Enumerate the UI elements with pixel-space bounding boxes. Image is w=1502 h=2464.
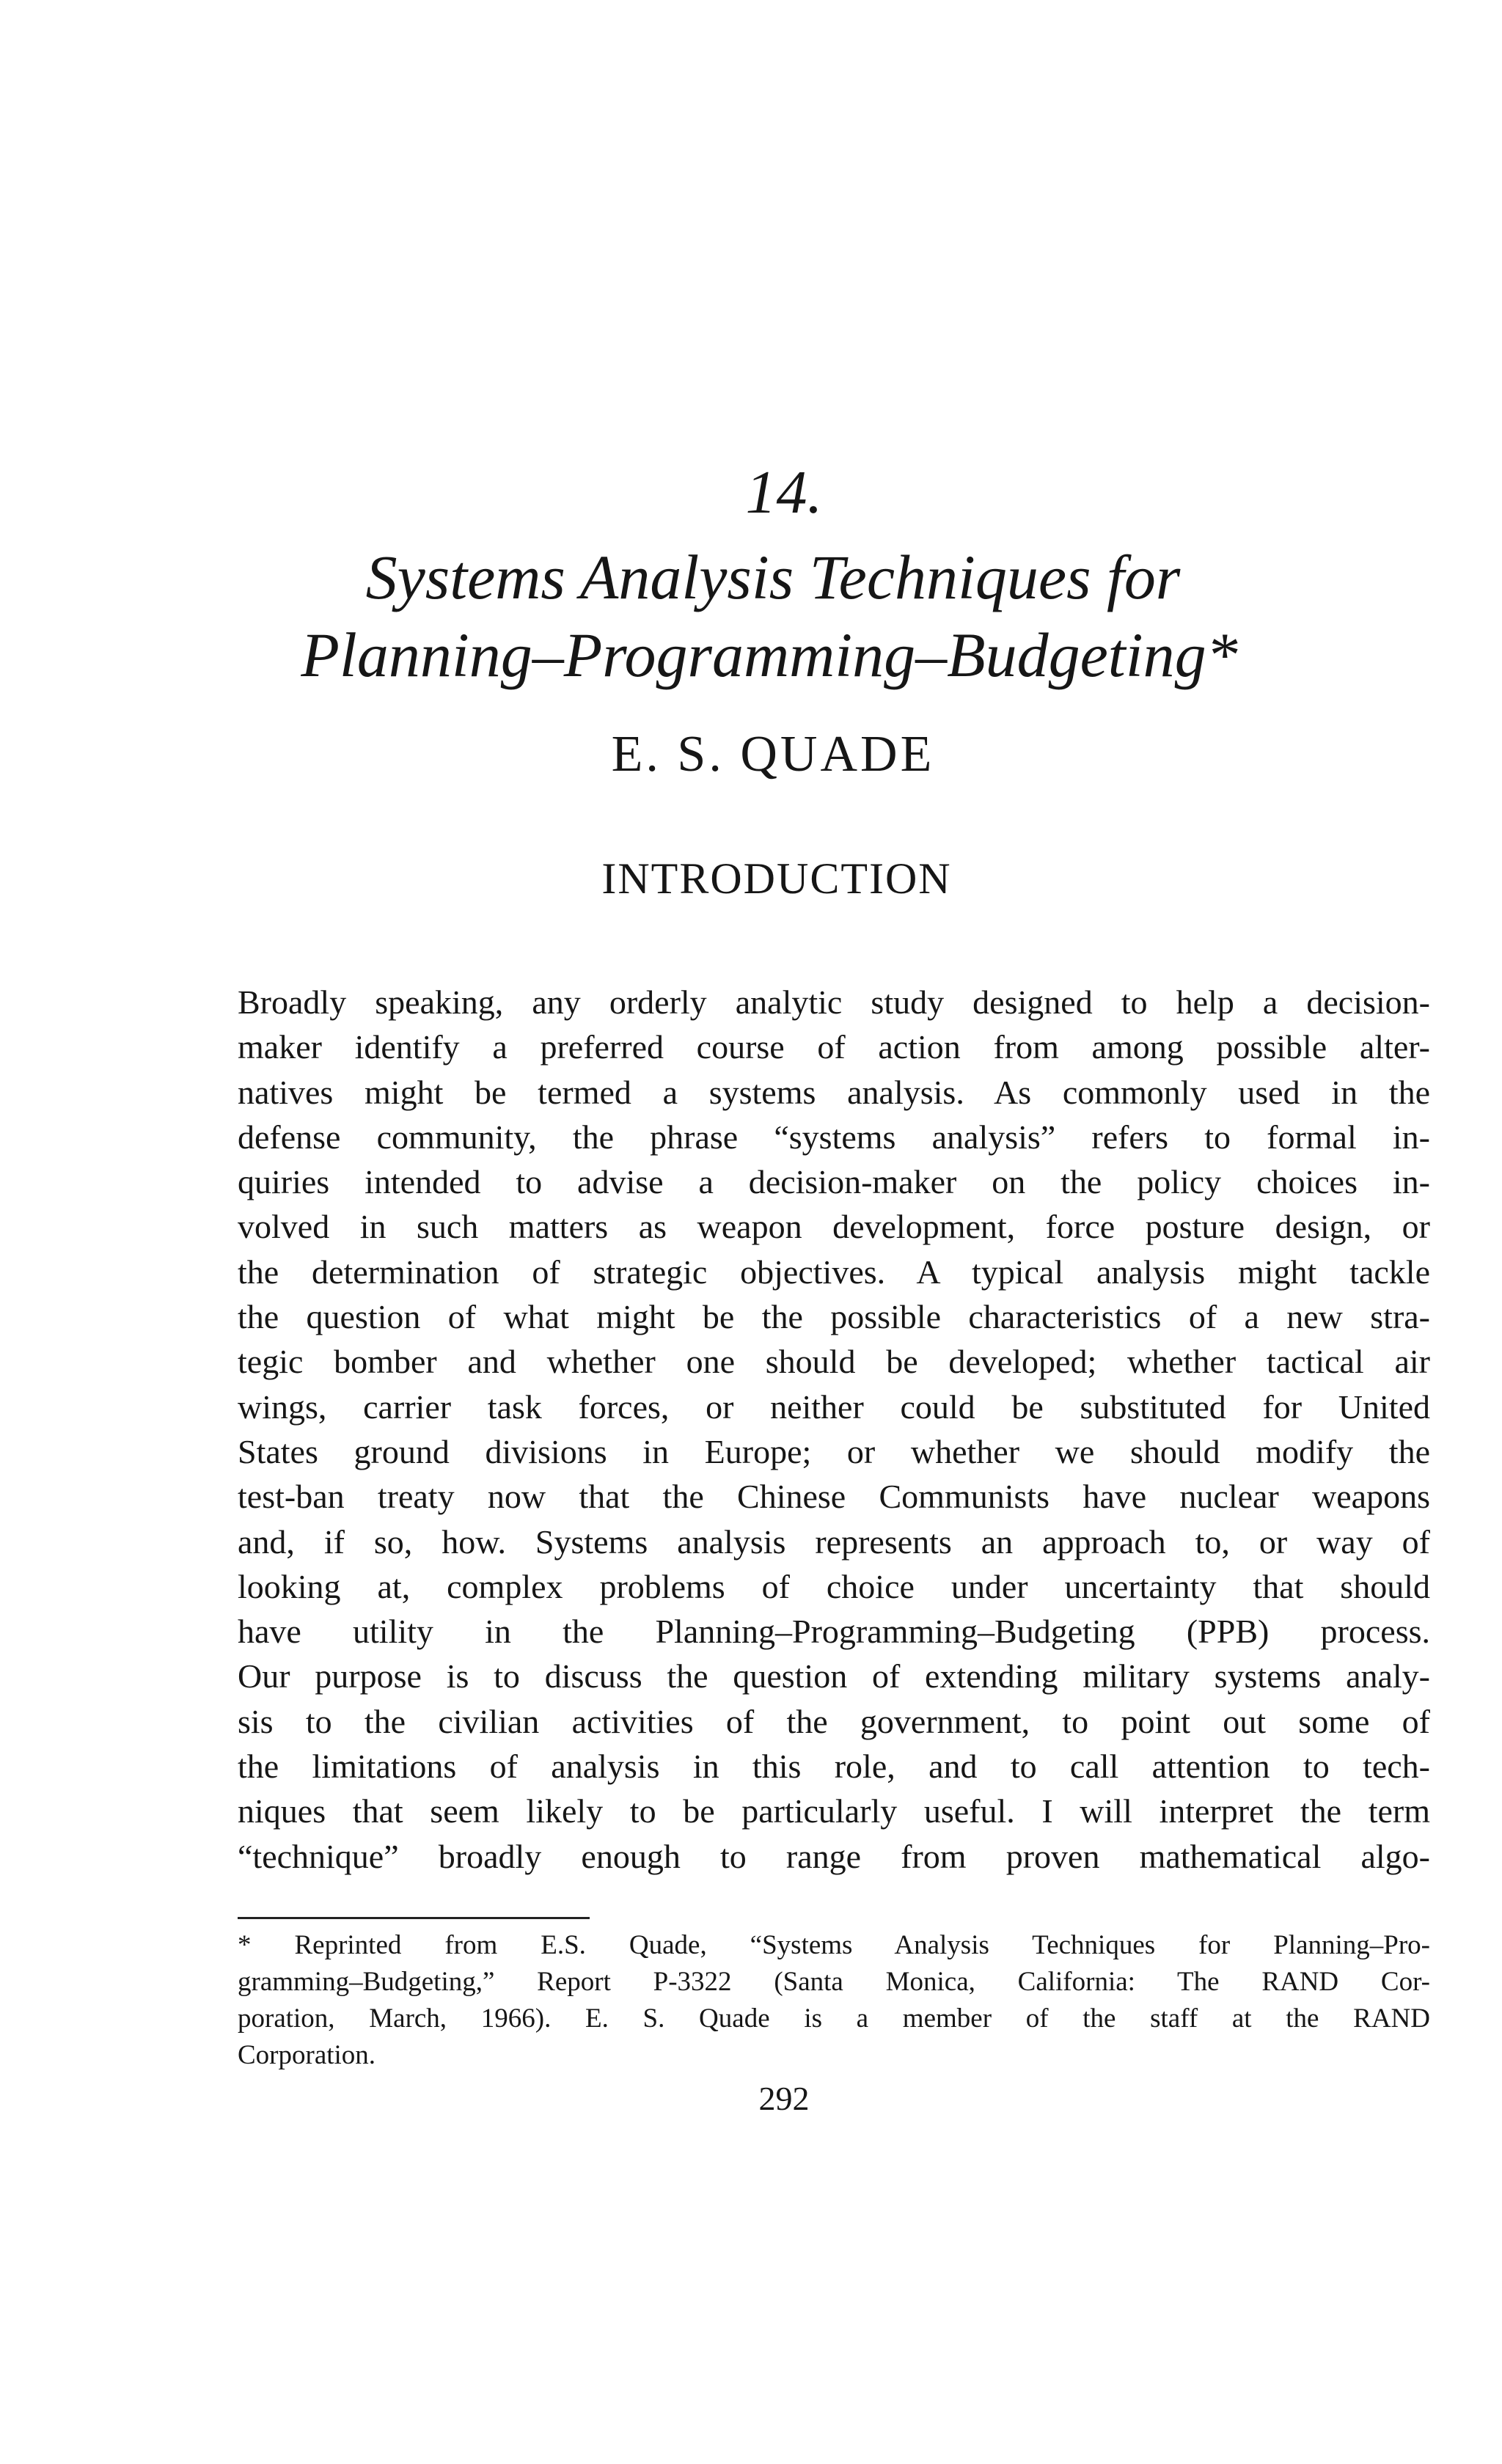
body-line: niques that seem likely to be particularly useful. I will interpret the term bbox=[238, 1792, 1430, 1830]
chapter-number: 14. bbox=[745, 458, 823, 527]
body-line: defense community, the phrase “systems analysis” refers to formal in- bbox=[238, 1118, 1430, 1156]
body-line: quiries intended to advise a decision-maker on the policy choices in- bbox=[238, 1163, 1430, 1201]
author-name: E. S. QUADE bbox=[611, 726, 935, 782]
page-number: 292 bbox=[758, 2080, 810, 2117]
footnote-line: gramming–Budgeting,” Report P-3322 (Santa Monica, California: The RAND Cor- bbox=[238, 1967, 1430, 1997]
body-line: sis to the civilian activities of the government, to point out some of bbox=[238, 1702, 1430, 1740]
body-line: test-ban treaty now that the Chinese Communists have nuclear weapons bbox=[238, 1478, 1430, 1516]
body-line: Our purpose is to discuss the question of extending military systems analy- bbox=[238, 1657, 1430, 1695]
footnote-line: Corporation. bbox=[238, 2040, 376, 2070]
footnote bbox=[238, 1927, 1430, 2074]
body-line: States ground divisions in Europe; or whether we should modify the bbox=[238, 1432, 1430, 1470]
chapter-title-line-2: Planning–Programming–Budgeting* bbox=[301, 620, 1238, 690]
chapter-title-line-1: Systems Analysis Techniques for bbox=[365, 542, 1181, 612]
body-line: “technique” broadly enough to range from proven mathematical algo- bbox=[238, 1837, 1430, 1875]
body-line: and, if so, how. Systems analysis represents an approach to, or way of bbox=[238, 1522, 1430, 1561]
body-line: Broadly speaking, any orderly analytic study designed to help a decision- bbox=[238, 983, 1430, 1021]
footnote-divider bbox=[238, 1917, 590, 1919]
section-heading: INTRODUCTION bbox=[601, 854, 952, 903]
body-line: have utility in the Planning–Programming–Budgeting (PPB) process. bbox=[238, 1613, 1430, 1651]
footnote-line: * Reprinted from E.S. Quade, “Systems Analysis Techniques for Planning–Pro- bbox=[238, 1930, 1430, 1960]
body-line: tegic bomber and whether one should be developed; whether tactical air bbox=[238, 1343, 1430, 1381]
body-line: volved in such matters as weapon development, force posture design, or bbox=[238, 1208, 1430, 1246]
body-line: wings, carrier task forces, or neither could be substituted for United bbox=[238, 1387, 1430, 1426]
body-paragraph bbox=[238, 980, 1430, 1879]
body-line: maker identify a preferred course of action from among possible alter- bbox=[238, 1028, 1430, 1066]
footnote-line: poration, March, 1966). E. S. Quade is a member of the staff at the RAND bbox=[238, 2003, 1430, 2034]
body-line: looking at, complex problems of choice under uncertainty that should bbox=[238, 1567, 1430, 1605]
body-line: the limitations of analysis in this role, and to call attention to tech- bbox=[238, 1748, 1430, 1786]
body-line: the determination of strategic objectives. A typical analysis might tackle bbox=[238, 1253, 1430, 1291]
body-line: the question of what might be the possible characteristics of a new stra- bbox=[238, 1298, 1430, 1336]
body-line: natives might be termed a systems analysis. As commonly used in the bbox=[238, 1073, 1430, 1111]
